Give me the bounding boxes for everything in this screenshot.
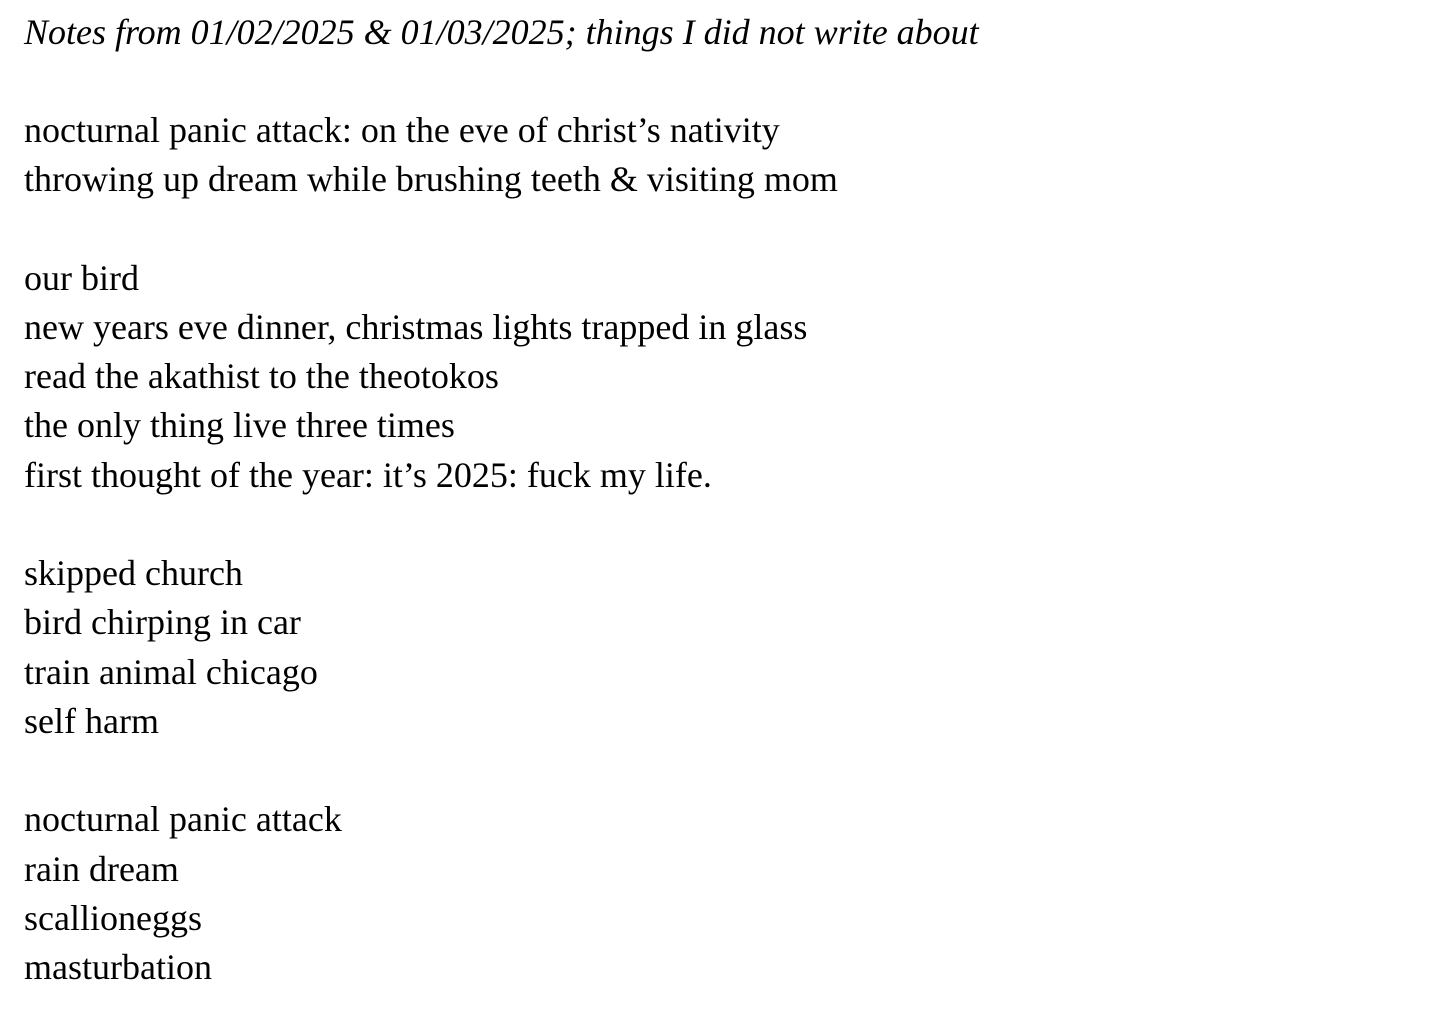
text-line: bird chirping in car: [24, 602, 301, 643]
text-line: self harm: [24, 700, 159, 741]
stanza-4: [24, 795, 1424, 992]
text-line: nocturnal panic attack: [24, 799, 342, 840]
text-line: nocturnal panic attack: on the eve of christ’s nativity: [24, 110, 780, 150]
text-line: skipped church: [24, 553, 243, 594]
text-line: our bird: [24, 257, 139, 298]
notes-title: Notes from 01/02/2025 & 01/03/2025; things I did not write about: [24, 12, 979, 52]
stanza-1: [24, 106, 1424, 205]
text-line: scallioneggs: [24, 897, 202, 938]
text-line: read the akathist to the theotokos: [24, 356, 499, 397]
text-line: the only thing live three times: [24, 405, 455, 446]
text-line: first thought of the year: it’s 2025: fuck my life.: [24, 454, 712, 495]
notes-document: [24, 8, 1424, 992]
text-line: masturbation: [24, 947, 212, 988]
text-line: new years eve dinner, christmas lights trapped in glass: [24, 306, 808, 347]
text-line: train animal chicago: [24, 651, 318, 692]
text-line: throwing up dream while brushing teeth & visiting mom: [24, 159, 838, 200]
stanza-2: [24, 254, 1424, 500]
text-line: rain dream: [24, 848, 179, 889]
stanza-3: [24, 549, 1424, 746]
